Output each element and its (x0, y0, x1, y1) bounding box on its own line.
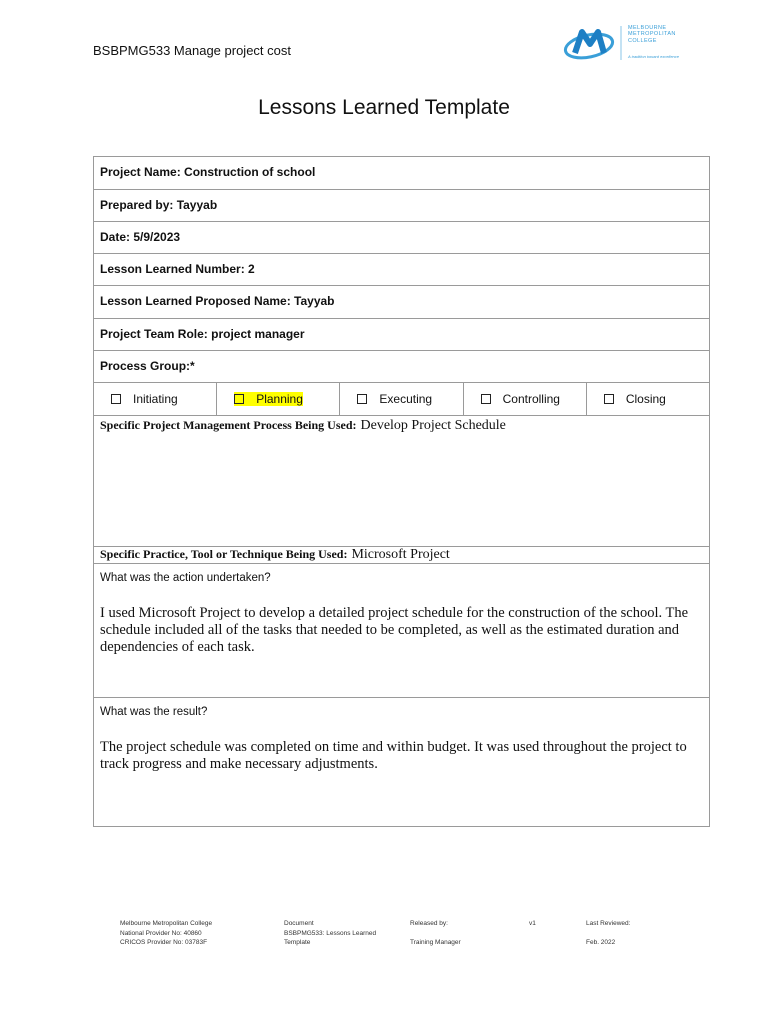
document-title: Lessons Learned Template (258, 96, 510, 119)
result-row (94, 698, 709, 826)
pm-process-row (94, 416, 709, 547)
footer-document: Document BSBPMG533: Lessons Learned Template (284, 920, 377, 946)
proposed-name-field: Lesson Learned Proposed Name: Tayyab (100, 294, 335, 308)
practice-field (100, 547, 450, 563)
project-name-row (94, 157, 709, 190)
logo-tagline: A tradition toward excellence (628, 54, 679, 59)
date-row (94, 222, 709, 254)
team-role-row (94, 319, 709, 351)
checkbox-icon (604, 394, 614, 404)
checkbox-label: Executing (379, 392, 433, 406)
checkbox-icon (234, 394, 244, 404)
prepared-by-row (94, 190, 709, 222)
checkbox-icon (111, 394, 121, 404)
course-header: BSBPMG533 Manage project cost (93, 43, 291, 58)
checkbox-executing[interactable] (340, 383, 463, 415)
logo-text: MELBOURNE METROPOLITAN COLLEGE (628, 25, 676, 44)
result-question: What was the result? (100, 706, 208, 718)
result-answer: The project schedule was completed on time and within budget. It was used throughout the project to track progress and make necessary adjustments. (100, 739, 687, 772)
proposed-name-row (94, 286, 709, 319)
footer-reviewed: Last Reviewed: Feb. 2022 (586, 920, 631, 946)
checkbox-planning[interactable] (217, 383, 340, 415)
practice-label: Specific Practice, Tool or Technique Being Used: (100, 547, 348, 561)
process-group-field: Process Group:* (100, 359, 195, 373)
lessons-learned-form (93, 156, 710, 827)
practice-row (94, 547, 709, 564)
date-field: Date: 5/9/2023 (100, 230, 181, 244)
practice-value: Microsoft Project (351, 547, 450, 562)
checkbox-icon (481, 394, 491, 404)
checkbox-initiating[interactable] (94, 383, 217, 415)
pm-process-label: Specific Project Management Process Being Used: (100, 418, 357, 432)
footer-version: v1 (529, 920, 536, 927)
prepared-by-field: Prepared by: Tayyab (100, 198, 218, 212)
checkbox-label: Controlling (502, 392, 560, 406)
lesson-number-field: Lesson Learned Number: 2 (100, 262, 255, 276)
checkbox-label: Closing (625, 392, 666, 406)
checkbox-closing[interactable] (587, 383, 709, 415)
pm-process-value: Develop Project Schedule (360, 418, 506, 433)
lesson-number-row (94, 254, 709, 286)
checkbox-controlling[interactable] (464, 383, 587, 415)
footer-released: Released by: Training Manager (410, 920, 461, 946)
action-row (94, 564, 709, 698)
team-role-field: Project Team Role: project manager (100, 327, 305, 341)
action-question: What was the action undertaken? (100, 572, 271, 584)
process-group-options (94, 383, 709, 416)
project-name-field: Project Name: Construction of school (100, 165, 316, 179)
pm-process-field (100, 418, 506, 434)
checkbox-icon (357, 394, 367, 404)
checkbox-label: Initiating (133, 392, 178, 406)
process-group-row (94, 351, 709, 383)
action-answer: I used Microsoft Project to develop a detailed project schedule for the construction of the school. The schedule included all of the tasks that needed to be completed, as well as the estimated duration and dependencies of each task. (100, 605, 689, 655)
footer-provider: Melbourne Metropolitan College National Provider No: 40860 CRICOS Provider No: 03783F (120, 920, 213, 946)
checkbox-label: Planning (256, 392, 303, 406)
